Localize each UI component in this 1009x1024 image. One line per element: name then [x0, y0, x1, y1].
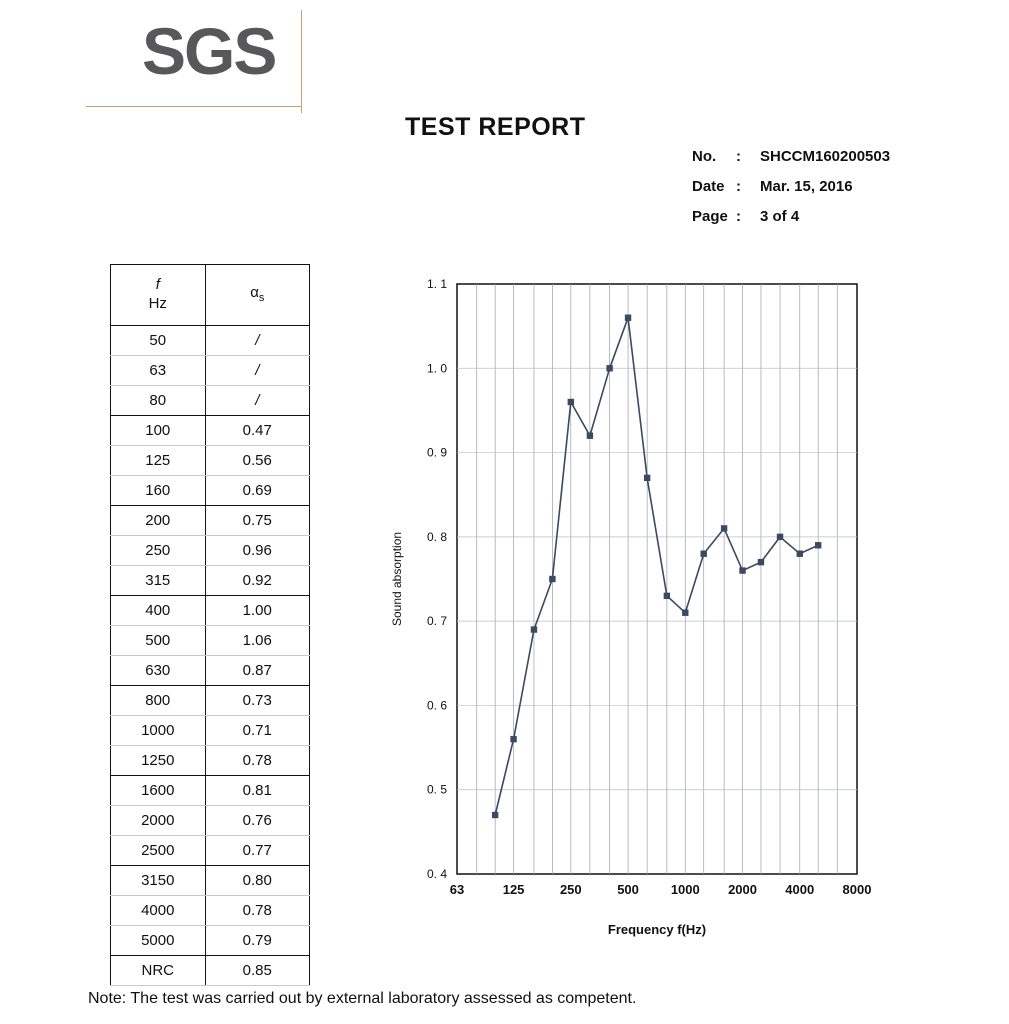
data-point-marker — [606, 365, 612, 371]
cell-frequency: 1600 — [111, 776, 206, 806]
data-point-marker — [568, 399, 574, 405]
header-f-symbol: f — [155, 276, 160, 294]
cell-alpha: 0.56 — [205, 446, 309, 476]
header-cell-frequency — [111, 265, 206, 326]
data-point-marker — [664, 593, 670, 599]
cell-alpha: 0.77 — [205, 836, 309, 866]
sgs-logo — [86, 10, 346, 110]
x-axis-tick-labels — [450, 882, 872, 897]
cell-alpha: 0.75 — [205, 506, 309, 536]
data-point-marker — [492, 812, 498, 818]
data-point-marker — [701, 551, 707, 557]
x-tick-label: 1000 — [670, 882, 700, 897]
cell-alpha: 0.85 — [205, 956, 309, 986]
y-tick-label: 0. 7 — [426, 614, 447, 629]
table-row — [111, 356, 310, 386]
table-row — [111, 866, 310, 896]
header-alpha-symbol: α — [250, 284, 259, 302]
data-point-marker — [531, 626, 537, 632]
cell-frequency: 315 — [111, 566, 206, 596]
y-tick-label: 0. 4 — [426, 867, 447, 881]
cell-alpha: 0.92 — [205, 566, 309, 596]
y-tick-label: 1. 0 — [426, 361, 447, 376]
cell-alpha: 0.47 — [205, 416, 309, 446]
data-point-marker — [758, 559, 764, 565]
table-row — [111, 926, 310, 956]
table-row — [111, 806, 310, 836]
cell-frequency: 400 — [111, 596, 206, 626]
y-tick-label: 0. 5 — [426, 782, 447, 797]
page-title: TEST REPORT — [405, 113, 586, 141]
logo-horizontal-rule — [86, 106, 302, 107]
table-row — [111, 956, 310, 986]
cell-frequency: 200 — [111, 506, 206, 536]
cell-frequency: 80 — [111, 386, 206, 416]
x-axis-label: Frequency f(Hz) — [607, 922, 707, 937]
cell-frequency: 630 — [111, 656, 206, 686]
table-row — [111, 656, 310, 686]
x-tick-label: 2000 — [728, 882, 757, 897]
table-row — [111, 326, 310, 356]
table-row — [111, 626, 310, 656]
x-tick-label: 500 — [617, 882, 639, 897]
cell-alpha: 0.96 — [205, 536, 309, 566]
table-row — [111, 536, 310, 566]
x-tick-label: 250 — [559, 882, 582, 897]
cell-frequency: 250 — [111, 536, 206, 566]
cell-frequency: 1000 — [111, 716, 206, 746]
data-point-marker — [815, 542, 821, 548]
meta-value-page: 3 of 4 — [760, 208, 800, 225]
data-point-marker — [777, 534, 783, 540]
cell-alpha: 0.81 — [205, 776, 309, 806]
data-point-marker — [797, 551, 803, 557]
sgs-logo-text: SGS — [142, 14, 276, 88]
table-row — [111, 416, 310, 446]
cell-alpha: 0.69 — [205, 476, 309, 506]
meta-value-no: SHCCM160200503 — [760, 148, 891, 165]
header-hz-unit: Hz — [148, 295, 167, 312]
meta-row-no — [692, 148, 992, 178]
table-row — [111, 476, 310, 506]
meta-colon-no: : — [736, 148, 741, 165]
cell-alpha: 0.87 — [205, 656, 309, 686]
x-tick-label: 8000 — [842, 882, 872, 897]
cell-alpha: / — [205, 326, 309, 356]
table-row — [111, 386, 310, 416]
meta-label-no: No. — [692, 148, 717, 165]
cell-frequency: 125 — [111, 446, 206, 476]
table-row — [111, 896, 310, 926]
absorption-table — [110, 264, 310, 986]
data-point-marker — [549, 576, 555, 582]
data-point-marker — [739, 567, 745, 573]
meta-value-date: Mar. 15, 2016 — [760, 178, 853, 195]
cell-alpha: 0.76 — [205, 806, 309, 836]
meta-row-page — [692, 208, 992, 238]
y-tick-label: 1. 1 — [426, 277, 447, 291]
cell-frequency: 63 — [111, 356, 206, 386]
cell-alpha: / — [205, 386, 309, 416]
meta-label-page: Page — [692, 208, 728, 225]
cell-alpha: 1.06 — [205, 626, 309, 656]
cell-frequency: NRC — [111, 956, 206, 986]
cell-frequency: 100 — [111, 416, 206, 446]
x-tick-label: 125 — [502, 882, 525, 897]
cell-alpha: / — [205, 356, 309, 386]
meta-colon-date: : — [736, 178, 741, 195]
cell-alpha: 0.80 — [205, 866, 309, 896]
meta-label-date: Date — [692, 178, 725, 195]
cell-alpha: 0.78 — [205, 896, 309, 926]
table-row — [111, 566, 310, 596]
y-tick-label: 0. 8 — [426, 529, 447, 544]
cell-frequency: 50 — [111, 326, 206, 356]
cell-frequency: 1250 — [111, 746, 206, 776]
meta-row-date — [692, 178, 992, 208]
chart-svg — [375, 262, 895, 952]
y-tick-label: 0. 9 — [426, 445, 447, 460]
x-tick-label: 63 — [449, 882, 465, 897]
table-header-row — [111, 265, 310, 326]
data-point-marker — [510, 736, 516, 742]
table-row — [111, 836, 310, 866]
table-row — [111, 686, 310, 716]
logo-vertical-rule — [301, 10, 302, 113]
table-row — [111, 506, 310, 536]
cell-alpha: 1.00 — [205, 596, 309, 626]
table-row — [111, 776, 310, 806]
cell-frequency: 5000 — [111, 926, 206, 956]
cell-alpha: 0.79 — [205, 926, 309, 956]
cell-alpha: 0.73 — [205, 686, 309, 716]
data-point-marker — [682, 610, 688, 616]
header-cell-alpha — [205, 265, 309, 326]
data-point-marker — [587, 433, 593, 439]
cell-frequency: 500 — [111, 626, 206, 656]
report-meta — [692, 148, 992, 238]
cell-frequency: 800 — [111, 686, 206, 716]
x-tick-label: 4000 — [785, 882, 815, 897]
cell-frequency: 3150 — [111, 866, 206, 896]
data-point-marker — [644, 475, 650, 481]
table-row — [111, 716, 310, 746]
y-axis-tick-labels — [427, 277, 447, 881]
table-row — [111, 446, 310, 476]
cell-alpha: 0.71 — [205, 716, 309, 746]
cell-frequency: 4000 — [111, 896, 206, 926]
absorption-chart — [375, 262, 895, 952]
plot-frame — [457, 284, 857, 874]
meta-colon-page: : — [736, 208, 741, 225]
table-row — [111, 596, 310, 626]
cell-frequency: 160 — [111, 476, 206, 506]
y-axis-label: Sound absorption — [390, 531, 404, 627]
header-alpha-subscript: s — [258, 292, 265, 305]
footer-note: Note: The test was carried out by external laboratory assessed as competent. — [88, 990, 637, 1007]
table-row — [111, 746, 310, 776]
y-tick-label: 0. 6 — [426, 698, 447, 713]
data-point-marker — [721, 525, 727, 531]
cell-alpha: 0.78 — [205, 746, 309, 776]
data-point-marker — [625, 315, 631, 321]
cell-frequency: 2000 — [111, 806, 206, 836]
cell-frequency: 2500 — [111, 836, 206, 866]
